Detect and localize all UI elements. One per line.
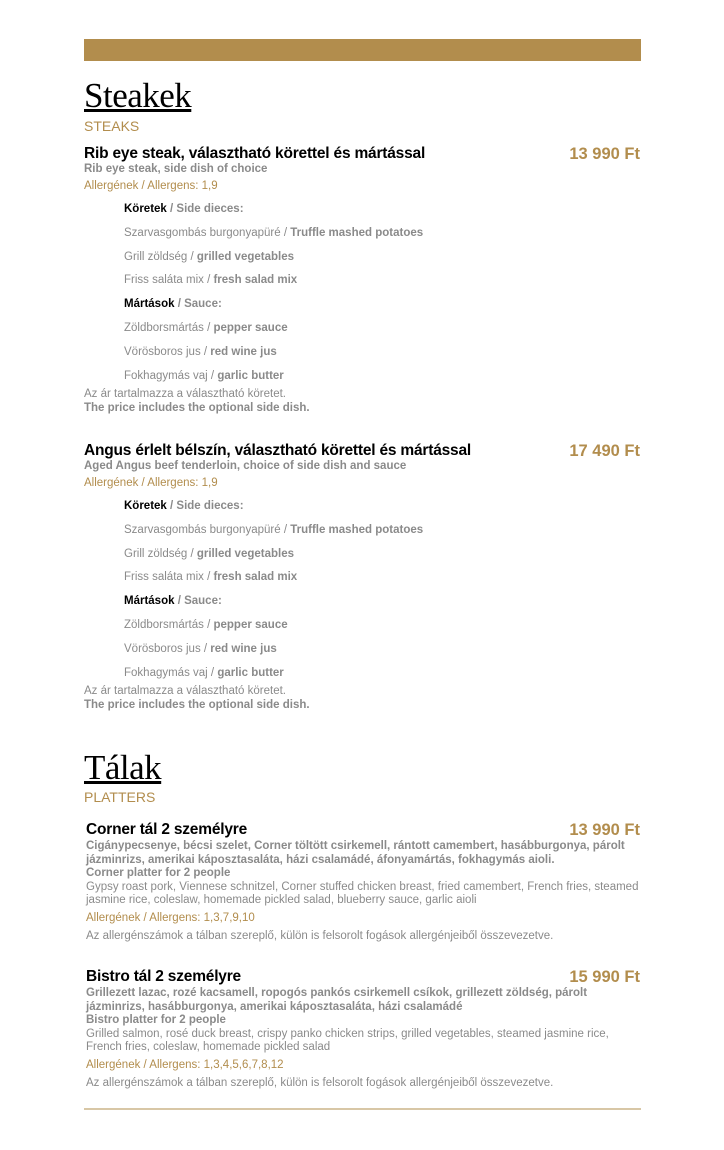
sauce-option: Vörösboros jus / red wine jus — [124, 642, 277, 655]
section-title-steaks: Steakek — [84, 76, 192, 115]
section-subtitle-platters: PLATTERS — [84, 789, 156, 805]
sauce-heading: Mártások / Sauce: — [124, 298, 222, 311]
price-note: Az ár tartalmazza a választható köretet. The price includes the optional side dish. — [84, 388, 310, 415]
side-option: Friss saláta mix / fresh salad mix — [124, 571, 298, 584]
item-description: Grillezett lazac, rozé kacsamell, ropogós pankós csirkemell csíkok, grillezett zöldség, párolt jázminrizs, hasábburgonya, amerikai káposztasaláta, házi csalamádé Bistro platter for 2 people Grilled salmon, rosé duck breast, crispy panko chicken strips, grilled vegetables, steamed jasmine rice, French fries, coleslaw, homemade pickled salad — [86, 987, 609, 1053]
sauce-option: Fokhagymás vaj / garlic butter — [124, 369, 284, 382]
section-subtitle-steaks: STEAKS — [84, 118, 140, 134]
header-bar — [84, 39, 641, 61]
sauce-option: Fokhagymás vaj / garlic butter — [124, 666, 284, 679]
side-option: Grill zöldség / grilled vegetables — [124, 250, 295, 263]
item-name: Bistro tál 2 személyre — [86, 968, 241, 985]
item-name: Rib eye steak, választható körettel és mártással — [84, 145, 426, 162]
side-option: Friss saláta mix / fresh salad mix — [124, 274, 298, 287]
side-option: Szarvasgombás burgonyapüré / Truffle mashed potatoes — [124, 226, 424, 239]
item-price: 13 990 Ft — [569, 145, 640, 163]
section-title-platters: Tálak — [84, 748, 162, 787]
sauce-heading: Mártások / Sauce: — [124, 595, 222, 608]
side-heading: Köretek / Side dieces: — [124, 500, 244, 512]
allergen-note: Az allergénszámok a tálban szereplő, külön is felsorolt fogások allergénjeiből összevezetve. — [86, 929, 554, 942]
side-and-sauce-list — [124, 494, 640, 684]
menu-item-rib-eye — [84, 145, 640, 415]
item-price: 15 990 Ft — [569, 968, 640, 986]
item-allergens: Allergének / Allergens: 1,9 — [84, 180, 218, 192]
item-name: Angus érlelt bélszín, választható körettel és mártással — [84, 442, 471, 459]
side-heading: Köretek / Side dieces: — [124, 203, 244, 215]
allergen-note: Az allergénszámok a tálban szereplő, külön is felsorolt fogások allergénjeiből összevezetve. — [86, 1076, 554, 1089]
menu-item-angus — [84, 442, 640, 712]
side-option: Szarvasgombás burgonyapüré / Truffle mashed potatoes — [124, 523, 424, 536]
sauce-option: Zöldborsmártás / pepper sauce — [124, 618, 288, 631]
menu-item-bistro-platter — [86, 968, 640, 1090]
price-note: Az ár tartalmazza a választható köretet. The price includes the optional side dish. — [84, 685, 310, 712]
item-description: Cigánypecsenye, bécsi szelet, Corner töltött csirkemell, rántott camembert, hasábburgonya, párolt jázminrizs, amerikai káposztasaláta, házi csalamádé, áfonyamártás, fokhagymás aioli. Corner platter for 2 people Gypsy roast pork, Viennese schnitzel, Corner stuffed chicken breast, fried camembert, French fries, steamed jasmine rice, coleslaw, homemade pickled salad, blueberry sauce, garlic aioli — [86, 840, 639, 906]
item-allergens: Allergének / Allergens: 1,9 — [84, 477, 218, 489]
side-and-sauce-list — [124, 197, 640, 387]
item-english-name: Rib eye steak, side dish of choice — [84, 163, 268, 175]
footer-divider — [84, 1108, 641, 1110]
menu-item-corner-platter — [86, 821, 640, 943]
item-english-name: Aged Angus beef tenderloin, choice of side dish and sauce — [84, 460, 407, 472]
sauce-option: Vörösboros jus / red wine jus — [124, 345, 277, 358]
item-allergens: Allergének / Allergens: 1,3,7,9,10 — [86, 911, 255, 924]
side-option: Grill zöldség / grilled vegetables — [124, 547, 295, 560]
item-price: 17 490 Ft — [569, 442, 640, 460]
item-name: Corner tál 2 személyre — [86, 821, 248, 838]
item-allergens: Allergének / Allergens: 1,3,4,5,6,7,8,12 — [86, 1058, 284, 1071]
item-price: 13 990 Ft — [569, 821, 640, 839]
sauce-option: Zöldborsmártás / pepper sauce — [124, 321, 288, 334]
